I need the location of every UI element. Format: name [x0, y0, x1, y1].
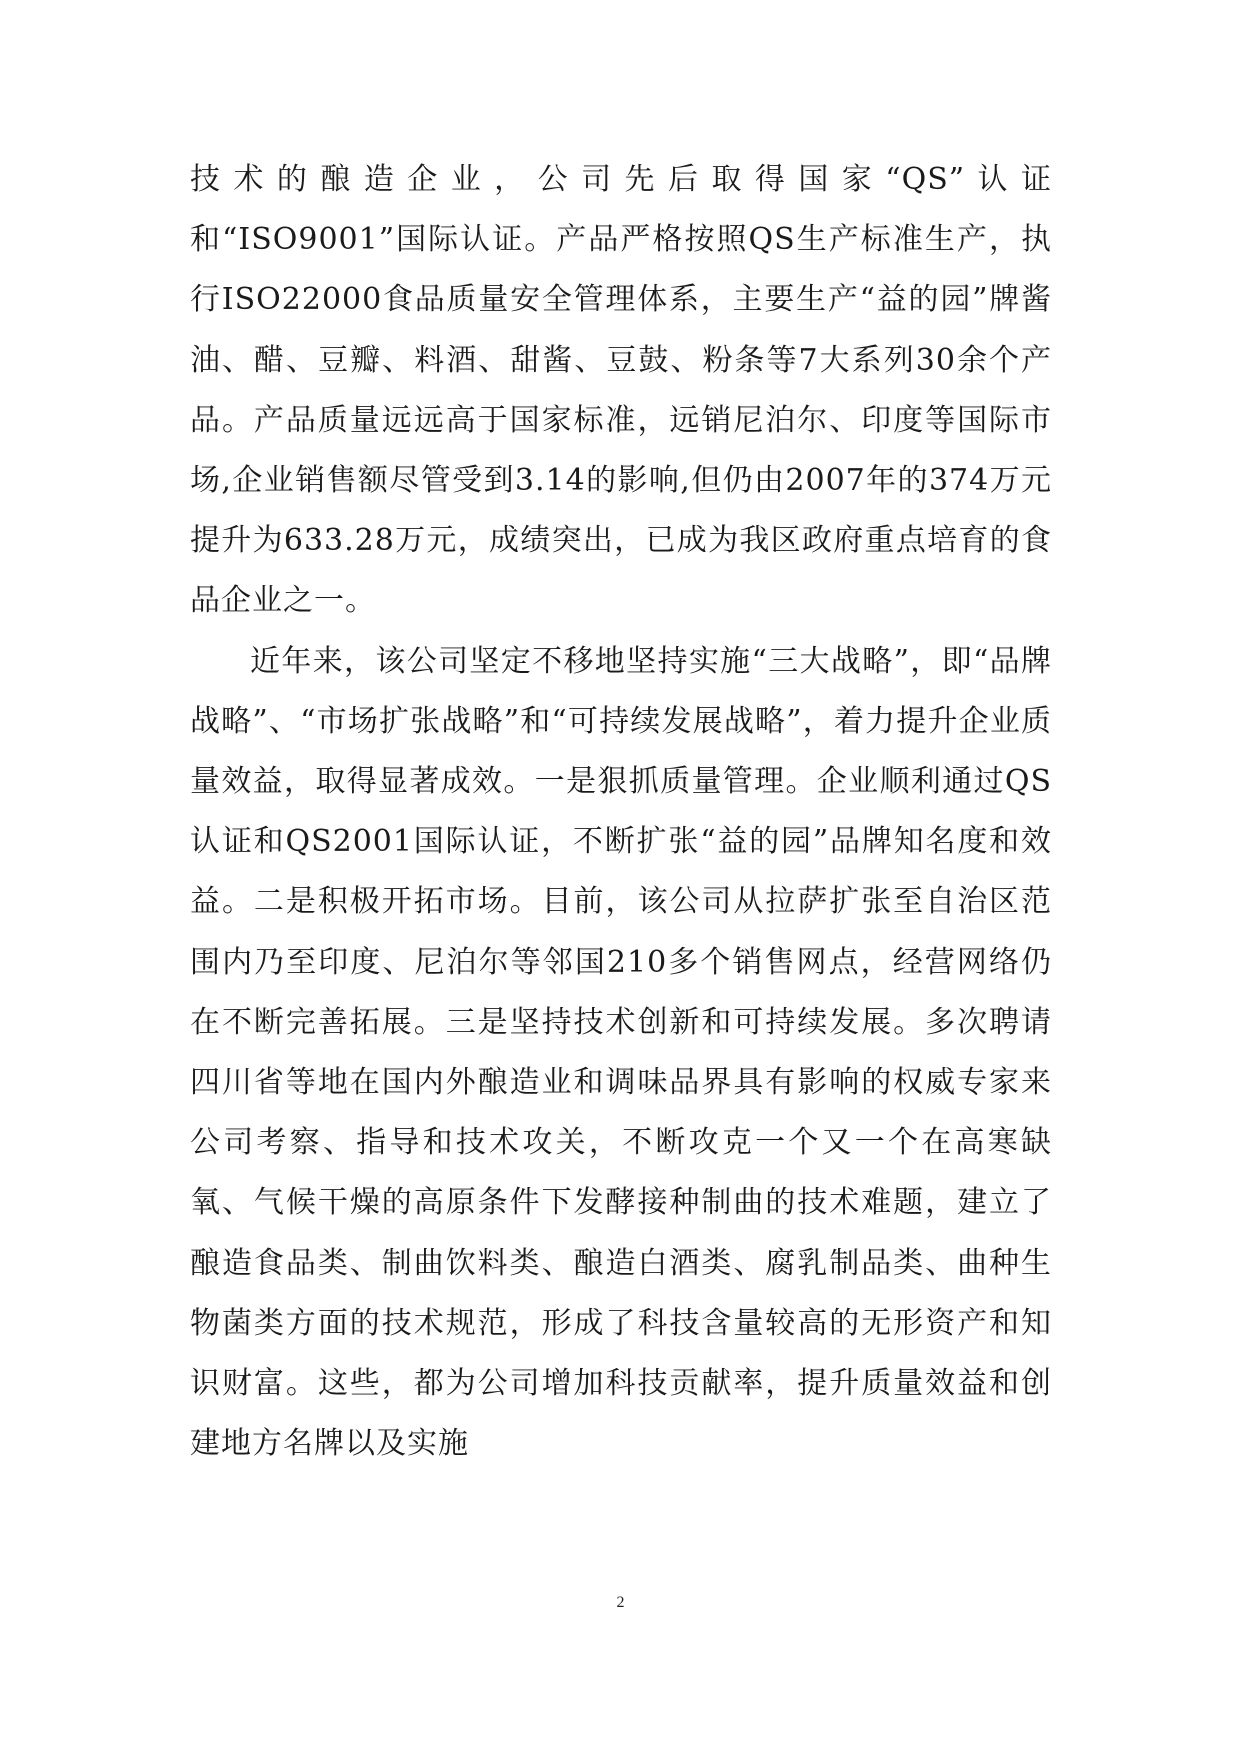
paragraph-1: 技术的酿造企业，公司先后取得国家“QS”认证和“ISO9001”国际认证。产品严格按照QS生产标准生产，执行ISO22000食品质量安全管理体系，主要生产“益的园”牌酱油、醋、豆瓣、料酒、甜酱、豆鼓、粉条等7大系列30余个产品。产品质量远远高于国家标准，远销尼泊尔、印度等国际市场,企业销售额尽管受到3.14的影响,但仍由2007年的374万元提升为633.28万元，成绩突出，已成为我区政府重点培育的食品企业之一。 — [190, 162, 1052, 619]
body-text — [190, 150, 1052, 1474]
paragraph-2: 近年来，该公司坚定不移地坚持实施“三大战略”，即“品牌战略”、“市场扩张战略”和“可持续发展战略”，着力提升企业质量效益，取得显著成效。一是狠抓质量管理。企业顺利通过QS认证和QS2001国际认证，不断扩张“益的园”品牌知名度和效益。二是积极开拓市场。目前，该公司从拉萨扩张至自治区范围内乃至印度、尼泊尔等邻国210多个销售网点，经营网络仍在不断完善拓展。三是坚持技术创新和可持续发展。多次聘请四川省等地在国内外酿造业和调味品界具有影响的权威专家来公司考察、指导和技术攻关，不断攻克一个又一个在高寒缺氧、气候干燥的高原条件下发酵接种制曲的技术难题，建立了酿造食品类、制曲饮料类、酿造白酒类、腐乳制品类、曲种生物菌类方面的技术规范，形成了科技含量较高的无形资产和知识财富。这些，都为公司增加科技贡献率，提升质量效益和创建地方名牌以及实施 — [190, 643, 1052, 1462]
page-number: 2 — [616, 1594, 625, 1611]
